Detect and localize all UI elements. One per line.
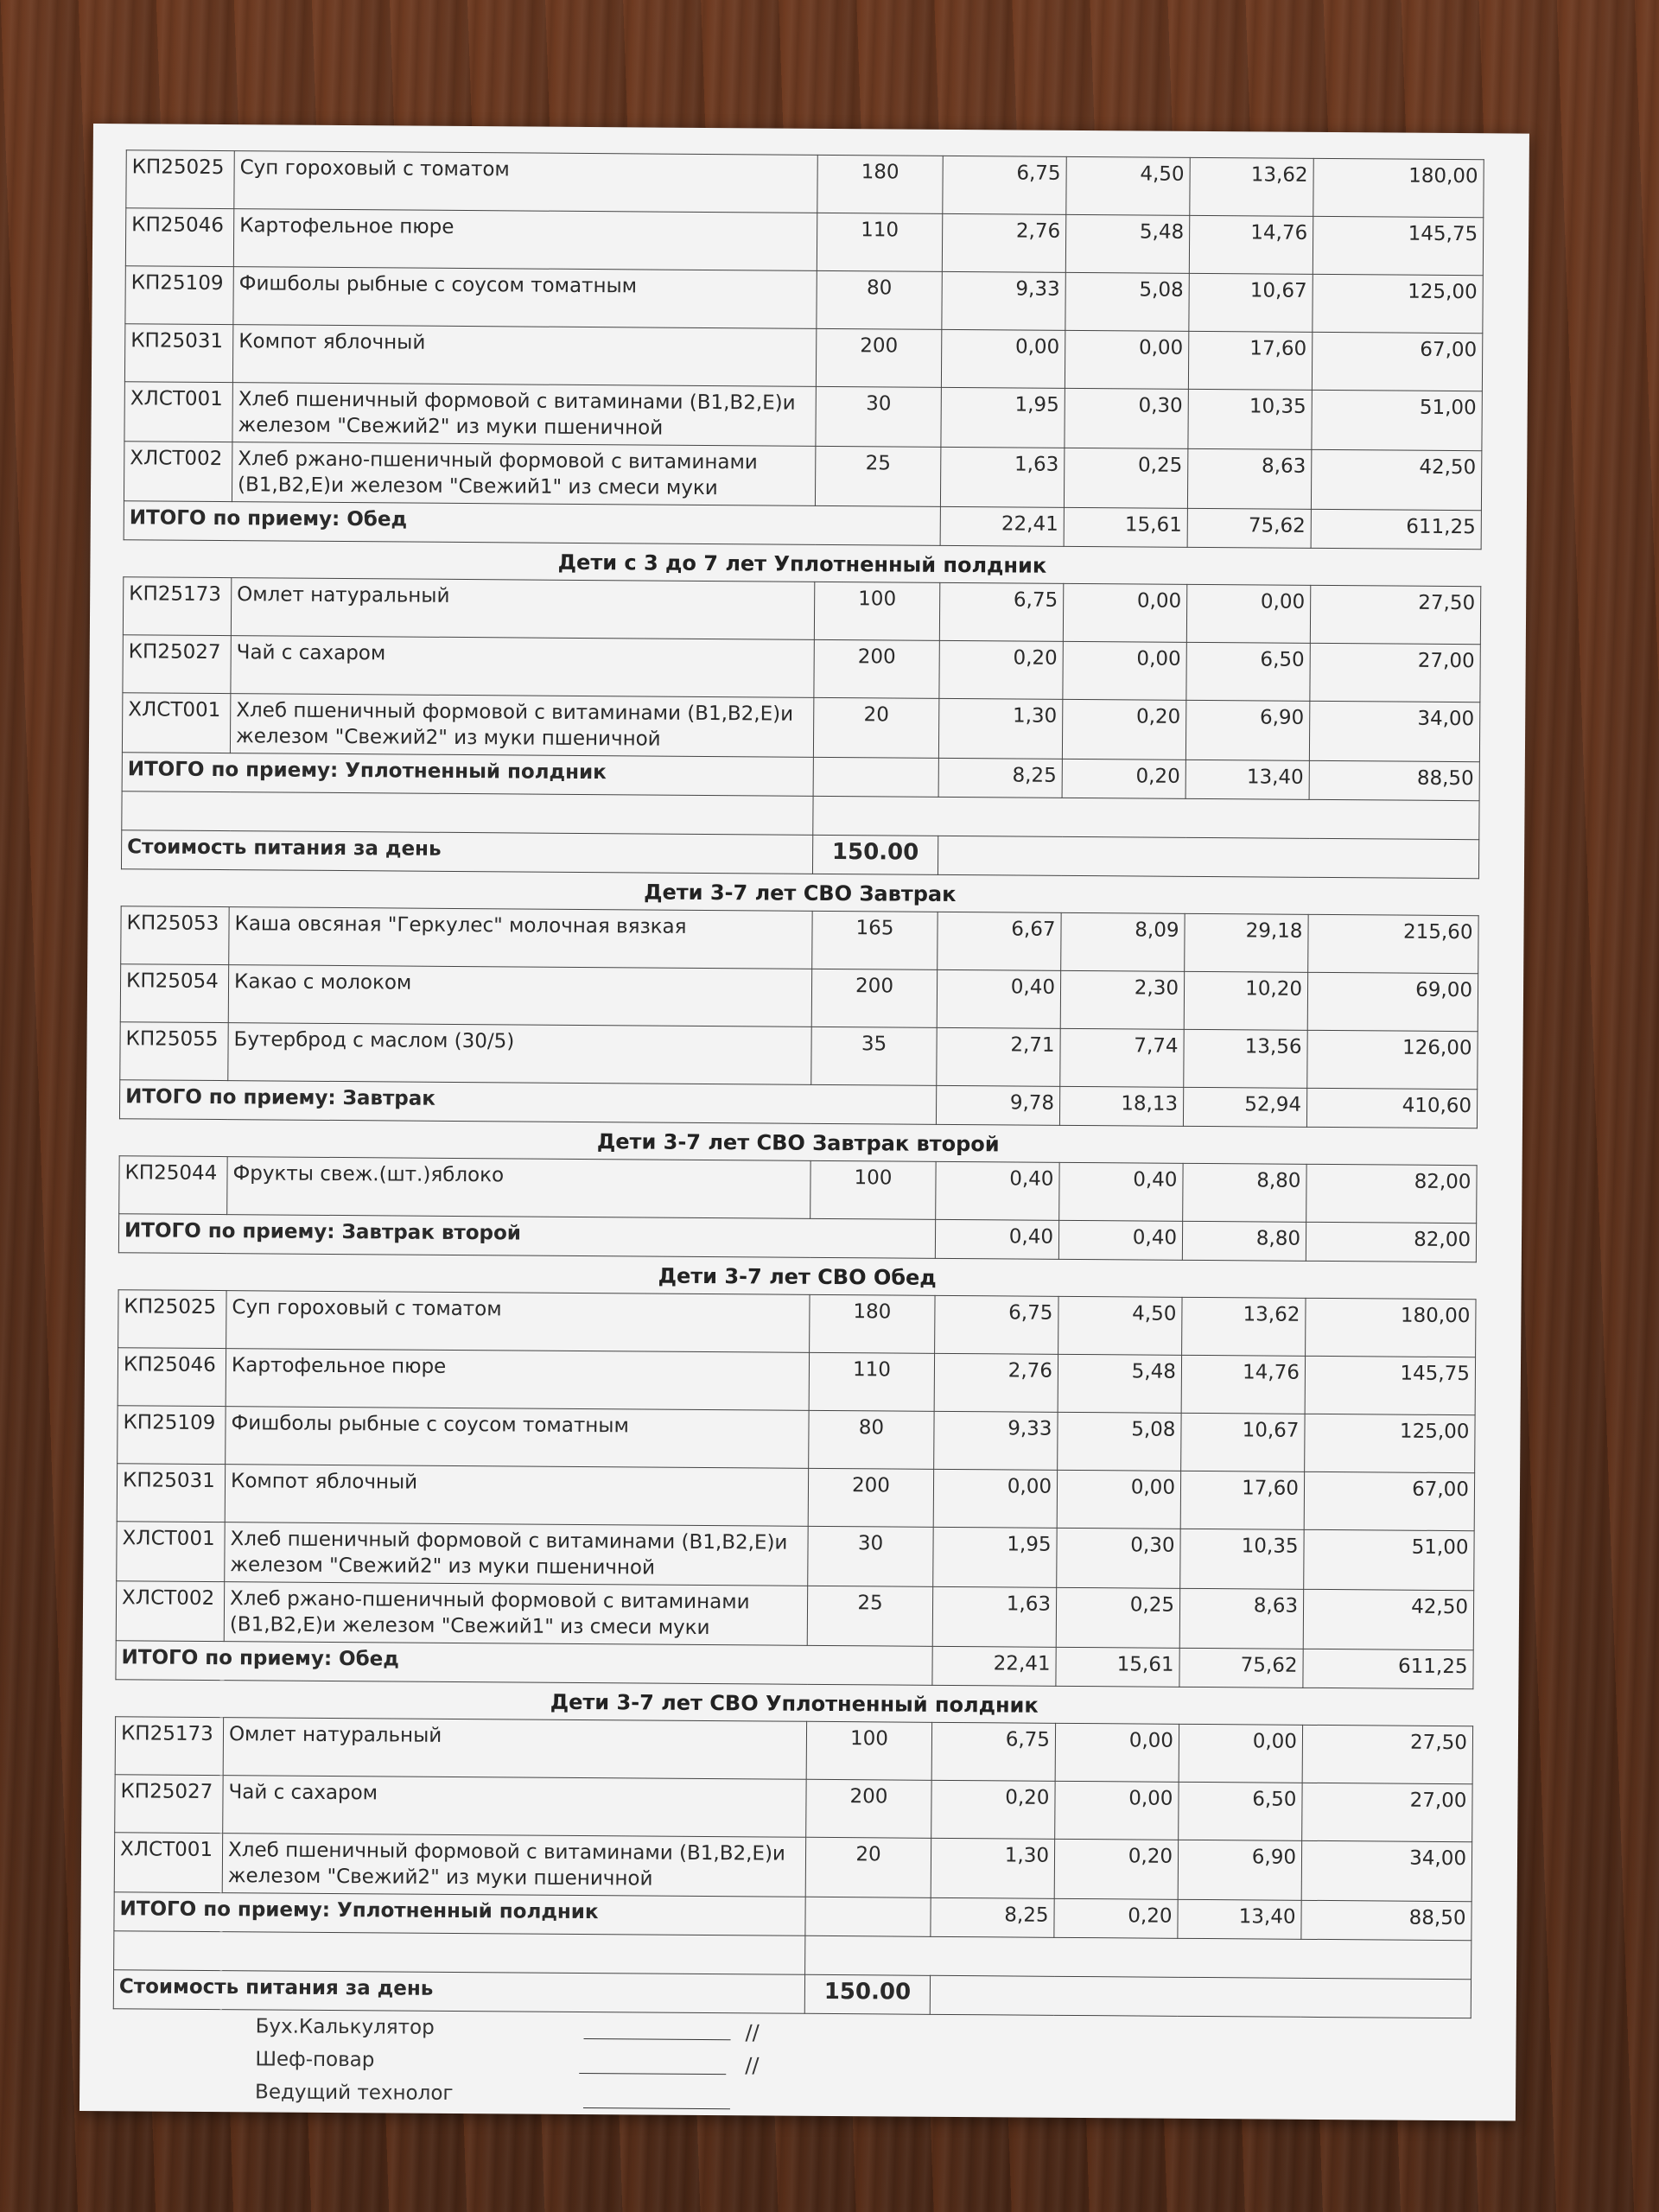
dish-qty: 180	[810, 1294, 935, 1353]
total-empty-cell	[813, 757, 938, 797]
dish-fats: 0,25	[1056, 1587, 1179, 1648]
daily-cost-value: 150.00	[812, 835, 938, 874]
dish-proteins: 2,76	[934, 1353, 1058, 1412]
total-proteins: 9,78	[936, 1085, 1059, 1125]
signatures-block	[112, 2009, 1471, 2139]
dish-carbs: 13,56	[1184, 1029, 1307, 1088]
total-label: ИТОГО по приему: Обед	[124, 501, 940, 546]
dish-carbs: 14,76	[1189, 215, 1313, 274]
dish-name: Фрукты свеж.(шт.)яблоко	[227, 1157, 810, 1219]
dish-carbs: 10,67	[1181, 1413, 1305, 1471]
dish-fats: 2,30	[1060, 970, 1184, 1029]
total-fats: 15,61	[1064, 507, 1187, 547]
dish-carbs: 6,90	[1178, 1840, 1301, 1900]
table-row	[123, 577, 1480, 645]
dish-carbs: 13,62	[1182, 1297, 1306, 1356]
total-row	[124, 501, 1481, 550]
dish-energy: 82,00	[1306, 1164, 1477, 1223]
total-fats: 0,20	[1062, 759, 1185, 798]
svo-lunch-table	[115, 1289, 1476, 1689]
lunch-table	[124, 149, 1484, 550]
dish-name: Компот яблочный	[232, 325, 816, 387]
dish-qty: 165	[812, 911, 938, 969]
table-row	[118, 1348, 1475, 1415]
dish-name: Хлеб пшеничный формовой с витаминами (В1,В2,Е)и железом "Свежий2" из муки пшеничной	[232, 383, 816, 447]
dish-qty: 200	[816, 328, 941, 387]
dish-carbs: 14,76	[1181, 1355, 1305, 1414]
table-row	[125, 266, 1483, 334]
dish-fats: 0,00	[1065, 330, 1188, 389]
signature-line	[584, 2038, 731, 2040]
total-fats: 0,40	[1058, 1220, 1182, 1260]
dish-fats: 5,08	[1065, 272, 1189, 331]
dish-proteins: 2,76	[942, 213, 1065, 272]
dish-name: Какао с молоком	[228, 965, 811, 1027]
section-title-svo-lunch: Дети 3-7 лет СВО Обед	[658, 1263, 937, 1290]
dish-code: КП25031	[117, 1464, 225, 1522]
dish-qty: 25	[807, 1586, 932, 1646]
dish-fats: 0,25	[1064, 448, 1187, 508]
dish-proteins: 9,33	[942, 271, 1065, 330]
dish-energy: 145,75	[1305, 1356, 1475, 1414]
dish-proteins: 0,20	[939, 640, 1063, 699]
section-title-snack: Дети с 3 до 7 лет Уплотненный полдник	[557, 550, 1047, 578]
dish-proteins: 0,00	[933, 1469, 1057, 1528]
svo-breakfast2-table	[118, 1155, 1478, 1262]
total-proteins: 8,25	[931, 1897, 1054, 1937]
dish-qty: 100	[810, 1160, 936, 1219]
total-carbs: 13,40	[1185, 760, 1309, 799]
dish-name: Картофельное пюре	[226, 1349, 809, 1411]
table-row	[118, 1290, 1476, 1357]
dish-fats: 0,20	[1054, 1839, 1178, 1899]
dish-code: ХЛСТ002	[116, 1581, 224, 1642]
dish-fats: 0,30	[1057, 1528, 1180, 1588]
dish-code: КП25173	[115, 1717, 223, 1776]
dish-name: Фишболы рыбные с соусом томатным	[226, 1407, 809, 1469]
daily-cost-row	[121, 830, 1478, 879]
table-row	[124, 324, 1482, 391]
table-row	[123, 635, 1480, 702]
dish-name: Хлеб пшеничный формовой с витаминами (В1,В2,Е)и железом "Свежий2" из муки пшеничной	[222, 1834, 805, 1897]
dish-carbs: 0,00	[1186, 584, 1310, 643]
dish-code: КП25046	[118, 1348, 226, 1407]
dish-energy: 42,50	[1311, 449, 1481, 510]
dish-energy: 125,00	[1305, 1414, 1475, 1472]
dish-code: КП25053	[121, 906, 229, 965]
dish-name: Хлеб ржано-пшеничный формовой с витаминами (В1,В2,Е)и железом "Свежий1" из смеси муки	[224, 1582, 807, 1646]
dish-energy: 27,00	[1310, 643, 1480, 702]
dish-name: Чай с сахаром	[223, 1776, 806, 1838]
total-label: ИТОГО по приему: Уплотненный полдник	[114, 1892, 805, 1936]
dish-name: Каша овсяная "Геркулес" молочная вязкая	[229, 907, 812, 969]
dish-proteins: 6,75	[943, 156, 1066, 214]
dish-name: Компот яблочный	[225, 1465, 808, 1527]
dish-energy: 51,00	[1312, 390, 1482, 450]
total-label: ИТОГО по приему: Уплотненный полдник	[122, 753, 813, 797]
dish-code: ХЛСТ002	[124, 442, 232, 502]
dish-fats: 4,50	[1058, 1296, 1182, 1355]
dish-code: ХЛСТ001	[117, 1522, 225, 1582]
dish-energy: 34,00	[1301, 1840, 1471, 1901]
signature-label-technologist: Ведущий технолог	[255, 2081, 454, 2105]
dish-fats: 5,48	[1058, 1354, 1181, 1413]
dish-proteins: 6,75	[935, 1295, 1058, 1354]
total-label: ИТОГО по приему: Обед	[116, 1641, 932, 1686]
total-carbs: 75,62	[1187, 508, 1311, 548]
total-proteins: 22,41	[932, 1646, 1056, 1686]
total-row	[119, 1080, 1477, 1128]
dish-fats: 0,40	[1059, 1162, 1183, 1221]
dish-carbs: 10,35	[1180, 1529, 1304, 1589]
dish-carbs: 6,50	[1179, 1782, 1302, 1840]
table-row	[118, 1406, 1475, 1473]
table-row	[120, 964, 1478, 1032]
dish-proteins: 2,71	[937, 1027, 1060, 1086]
table-row	[115, 1717, 1472, 1784]
signature-label-accountant: Бух.Калькулятор	[255, 2015, 435, 2039]
dish-proteins: 6,67	[938, 912, 1061, 970]
dish-name: Хлеб пшеничный формовой с витаминами (В1,В2,Е)и железом "Свежий2" из муки пшеничной	[225, 1522, 808, 1586]
table-row	[115, 1775, 1472, 1842]
dish-proteins: 1,30	[931, 1838, 1054, 1898]
daily-cost-label: Стоимость питания за день	[121, 830, 812, 874]
dish-code: КП25109	[118, 1406, 226, 1465]
dish-name: Омлет натуральный	[223, 1718, 806, 1780]
section-title-svo-breakfast: Дети 3-7 лет СВО Завтрак	[644, 880, 957, 906]
table-row	[125, 208, 1483, 276]
dish-name: Суп гороховый с томатом	[226, 1291, 810, 1353]
table-row	[124, 382, 1482, 451]
dish-code: КП25027	[123, 635, 231, 694]
dish-proteins: 0,00	[941, 329, 1065, 388]
signature-line	[579, 2073, 726, 2075]
lunch-rows	[124, 150, 1484, 550]
blank-cell	[813, 796, 1479, 839]
dish-name: Чай с сахаром	[231, 636, 814, 698]
dish-qty: 80	[817, 270, 942, 329]
dish-code: ХЛСТ001	[122, 693, 230, 753]
dish-proteins: 0,40	[936, 1161, 1059, 1220]
dish-proteins: 1,63	[932, 1586, 1056, 1647]
dish-code: КП25025	[118, 1290, 226, 1349]
dish-carbs: 6,50	[1186, 642, 1310, 701]
dish-fats: 4,50	[1066, 156, 1190, 215]
total-empty-cell	[805, 1897, 931, 1936]
dish-carbs: 10,35	[1188, 389, 1312, 449]
dish-fats: 0,00	[1057, 1470, 1180, 1529]
total-energy: 410,60	[1306, 1088, 1477, 1128]
total-energy: 82,00	[1306, 1222, 1476, 1262]
table-row	[122, 693, 1479, 762]
dish-energy: 27,50	[1302, 1725, 1472, 1783]
total-fats: 18,13	[1059, 1086, 1183, 1126]
dish-code: КП25173	[123, 577, 231, 636]
dish-proteins: 1,63	[940, 447, 1064, 507]
table-row	[117, 1464, 1474, 1531]
signature-slash: //	[745, 2020, 760, 2045]
table-row	[126, 150, 1484, 218]
table-row	[119, 1156, 1477, 1224]
table-row	[114, 1833, 1471, 1902]
section-title-svo-snack: Дети 3-7 лет СВО Уплотненный полдник	[550, 1689, 1039, 1718]
dish-code: КП25054	[120, 964, 228, 1023]
total-carbs: 75,62	[1179, 1648, 1303, 1688]
document-content	[112, 149, 1484, 2139]
dish-code: ХЛСТ001	[124, 382, 232, 442]
total-fats: 15,61	[1056, 1647, 1179, 1687]
dish-carbs: 10,20	[1184, 971, 1307, 1030]
dish-qty: 30	[816, 386, 941, 447]
total-proteins: 0,40	[935, 1219, 1058, 1259]
total-proteins: 22,41	[940, 506, 1064, 546]
signature-line	[583, 2107, 730, 2109]
dish-name: Фишболы рыбные с соусом томатным	[233, 267, 817, 329]
dish-fats: 8,09	[1061, 912, 1185, 971]
dish-code: КП25044	[119, 1156, 227, 1215]
total-energy: 611,25	[1311, 509, 1481, 549]
dish-energy: 51,00	[1304, 1529, 1474, 1590]
dish-qty: 25	[815, 446, 940, 506]
dish-energy: 180,00	[1306, 1298, 1476, 1357]
dish-code: КП25031	[124, 324, 232, 383]
dish-energy: 67,00	[1304, 1471, 1474, 1530]
dish-energy: 145,75	[1313, 216, 1483, 275]
total-energy: 88,50	[1309, 760, 1479, 800]
table-row	[117, 1522, 1474, 1591]
dish-fats: 0,00	[1063, 583, 1186, 642]
dish-name: Картофельное пюре	[233, 209, 817, 271]
dish-fats: 0,30	[1065, 388, 1188, 448]
total-energy: 611,25	[1303, 1649, 1473, 1688]
dish-name: Омлет натуральный	[231, 578, 814, 640]
dish-qty: 110	[817, 213, 942, 271]
signature-slash: //	[745, 2053, 760, 2078]
dish-carbs: 6,90	[1185, 700, 1309, 760]
dish-fats: 0,00	[1063, 641, 1186, 700]
blank-cell	[938, 836, 1478, 878]
dish-name: Суп гороховый с томатом	[234, 151, 817, 213]
dish-energy: 69,00	[1307, 972, 1478, 1031]
table-row	[121, 906, 1478, 974]
dish-fats: 0,20	[1062, 699, 1185, 760]
dish-proteins: 1,95	[933, 1527, 1057, 1587]
total-carbs: 13,40	[1178, 1899, 1301, 1939]
table-row	[124, 442, 1481, 511]
dish-name: Хлеб ржано-пшеничный формовой с витаминами (В1,В2,Е)и железом "Свежий1" из смеси муки	[232, 442, 815, 506]
svo-snack-table	[113, 1716, 1473, 2018]
dish-proteins: 1,30	[938, 698, 1062, 759]
blank-cell	[122, 791, 813, 836]
total-label: ИТОГО по приему: Завтрак второй	[118, 1214, 935, 1259]
dish-qty: 80	[809, 1410, 934, 1469]
dish-fats: 5,48	[1065, 214, 1189, 273]
dish-code: КП25109	[125, 266, 233, 325]
total-carbs: 8,80	[1182, 1221, 1306, 1261]
dish-energy: 215,60	[1308, 914, 1478, 973]
dish-qty: 200	[814, 639, 939, 698]
total-carbs: 52,94	[1183, 1087, 1306, 1127]
dish-carbs: 29,18	[1185, 913, 1308, 972]
dish-proteins: 9,33	[934, 1411, 1058, 1470]
dish-qty: 20	[805, 1837, 931, 1897]
dish-proteins: 0,20	[931, 1780, 1055, 1839]
dish-carbs: 0,00	[1179, 1724, 1302, 1783]
dish-qty: 180	[817, 155, 943, 213]
dish-name: Хлеб пшеничный формовой с витаминами (В1,В2,Е)и железом "Свежий2" из муки пшеничной	[230, 694, 813, 758]
total-label: ИТОГО по приему: Завтрак	[119, 1080, 936, 1125]
dish-proteins: 0,40	[937, 969, 1060, 1028]
dish-energy: 67,00	[1312, 332, 1482, 391]
dish-name: Бутерброд с маслом (30/5)	[228, 1023, 811, 1085]
dish-code: КП25027	[115, 1775, 223, 1834]
dish-proteins: 1,95	[941, 387, 1065, 448]
dish-proteins: 6,75	[931, 1722, 1055, 1781]
dish-carbs: 8,63	[1179, 1588, 1303, 1649]
dish-energy: 27,50	[1310, 585, 1480, 644]
dish-code: КП25046	[125, 208, 233, 267]
menu-document	[79, 124, 1529, 2121]
dish-fats: 7,74	[1060, 1028, 1184, 1087]
dish-code: ХЛСТ001	[114, 1833, 222, 1893]
dish-qty: 100	[814, 582, 939, 640]
daily-cost-value: 150.00	[804, 1974, 930, 2014]
dish-carbs: 17,60	[1180, 1471, 1304, 1529]
daily-cost-label: Стоимость питания за день	[113, 1970, 804, 2014]
dish-carbs: 8,80	[1183, 1163, 1306, 1222]
signature-label-chef: Шеф-повар	[255, 2048, 375, 2072]
section-title-svo-breakfast2: Дети 3-7 лет СВО Завтрак второй	[596, 1129, 1000, 1157]
snack-table	[121, 576, 1481, 879]
dish-carbs: 8,63	[1187, 448, 1311, 509]
table-row	[116, 1581, 1473, 1650]
dish-qty: 100	[806, 1721, 931, 1780]
blank-cell	[114, 1931, 805, 1975]
dish-qty: 110	[809, 1352, 934, 1411]
dish-code: КП25025	[126, 150, 234, 209]
total-proteins: 8,25	[938, 758, 1062, 798]
dish-energy: 126,00	[1307, 1030, 1478, 1089]
svo-breakfast-table	[119, 906, 1479, 1128]
table-row	[120, 1022, 1478, 1090]
dish-carbs: 10,67	[1189, 273, 1313, 332]
blank-cell	[805, 1936, 1471, 1979]
total-fats: 0,20	[1054, 1898, 1178, 1938]
blank-cell	[930, 1975, 1471, 2018]
dish-qty: 200	[811, 969, 937, 1027]
dish-carbs: 17,60	[1188, 331, 1312, 390]
dish-fats: 0,00	[1055, 1781, 1179, 1840]
dish-qty: 20	[813, 697, 938, 758]
dish-proteins: 6,75	[939, 582, 1063, 641]
dish-qty: 200	[808, 1468, 933, 1527]
dish-code: КП25055	[120, 1022, 228, 1081]
dish-energy: 42,50	[1303, 1589, 1473, 1649]
total-energy: 88,50	[1301, 1900, 1471, 1940]
dish-fats: 5,08	[1058, 1412, 1181, 1471]
dish-qty: 200	[806, 1779, 931, 1838]
total-row	[116, 1641, 1473, 1689]
dish-qty: 35	[811, 1027, 937, 1085]
dish-energy: 180,00	[1313, 158, 1484, 217]
dish-carbs: 13,62	[1190, 157, 1313, 216]
dish-fats: 0,00	[1055, 1723, 1179, 1782]
dish-energy: 34,00	[1309, 701, 1479, 761]
dish-qty: 30	[808, 1526, 933, 1586]
dish-energy: 125,00	[1313, 274, 1483, 333]
dish-energy: 27,00	[1302, 1783, 1472, 1841]
total-row	[118, 1214, 1476, 1262]
